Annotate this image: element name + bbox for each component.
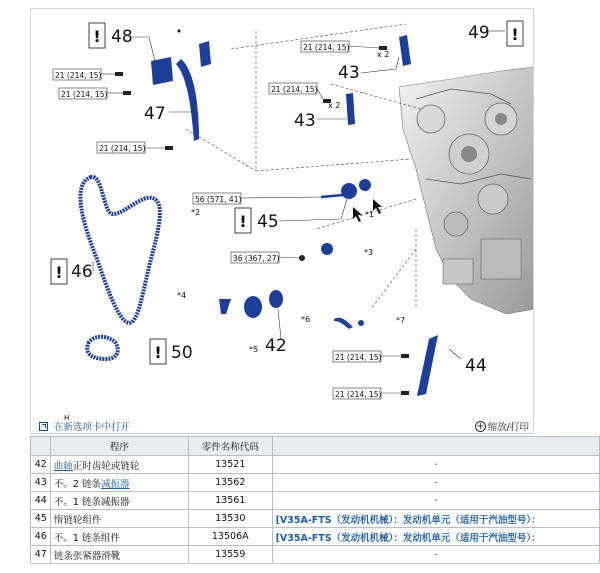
note-marker: *4 xyxy=(177,291,187,300)
warning-icon: ! xyxy=(55,263,63,282)
warning-icon: ! xyxy=(154,343,162,362)
new-tab-icon xyxy=(39,422,48,431)
row-reference-link[interactable]: [V35A-FTS（发动机机械）：发动机单元（适用于汽油型号）： xyxy=(272,528,599,546)
parts-table xyxy=(30,436,600,564)
callout-45: 45 xyxy=(257,212,279,232)
callout-50: 50 xyxy=(171,343,193,363)
torque-label: 21 (214, 15) xyxy=(271,85,318,94)
row-code: 13506A xyxy=(188,528,272,546)
row-name: 不。1 链条减振器 xyxy=(50,492,188,510)
table-row xyxy=(31,474,600,492)
table-row xyxy=(31,510,600,528)
zoom-print-button[interactable] xyxy=(475,419,529,433)
chain-tensioner-48 xyxy=(151,57,173,85)
table-row xyxy=(31,492,600,510)
figure-id-label: H xyxy=(64,414,70,422)
tensioner-slipper-47 xyxy=(176,59,199,141)
engine-block-image xyxy=(399,67,534,314)
callout-48: 48 xyxy=(111,27,133,47)
torque-label: 21 (214, 15) xyxy=(61,90,108,99)
chain-damper-43-lower xyxy=(346,93,355,125)
callout-44: 44 xyxy=(465,356,487,376)
callout-46: 46 xyxy=(71,262,93,282)
row-code: 13530 xyxy=(188,510,272,528)
header-extra xyxy=(272,437,599,456)
row-extra: - xyxy=(272,546,599,564)
exploded-diagram xyxy=(31,9,534,417)
table-row xyxy=(31,528,600,546)
callout-49: 49 xyxy=(468,23,490,43)
torque-label: 36 (367, 27) xyxy=(233,254,280,263)
idle-sprocket-45 xyxy=(341,183,357,199)
row-name xyxy=(50,474,188,492)
callout-42: 42 xyxy=(265,336,287,356)
term-link[interactable]: 曲轴 xyxy=(53,460,73,472)
row-code: 13521 xyxy=(188,456,272,474)
row-index: 46 xyxy=(31,528,51,546)
row-index: 45 xyxy=(31,510,51,528)
zoom-print-label: 缩放/打印 xyxy=(487,422,529,433)
torque-label: 56 (571, 41) xyxy=(195,195,242,204)
torque-label: 21 (214, 15) xyxy=(335,390,382,399)
row-code: 13562 xyxy=(188,474,272,492)
torque-label: 21 (214, 15) xyxy=(303,43,350,52)
qty-note: x 2 xyxy=(328,101,341,110)
row-code: 13561 xyxy=(188,492,272,510)
header-procedure: 程序 xyxy=(50,437,188,456)
row-index: 42 xyxy=(31,456,51,474)
callout-43-lower: 43 xyxy=(294,111,316,131)
header-part-code: 零件名称代码 xyxy=(188,437,272,456)
row-index: 43 xyxy=(31,474,51,492)
guide-lines xyxy=(186,24,421,309)
note-marker: *1 xyxy=(365,210,375,219)
row-extra: - xyxy=(272,492,599,510)
exploded-diagram-panel xyxy=(30,8,534,434)
chain-damper-43-upper xyxy=(399,35,411,66)
timing-chain-50 xyxy=(87,337,118,359)
torque-label: 21 (214, 15) xyxy=(335,353,382,362)
callout-47: 47 xyxy=(144,104,166,124)
zoom-plus-icon: + xyxy=(476,420,485,432)
row-extra: - xyxy=(272,456,599,474)
row-name: 惰链轮组件 xyxy=(50,510,188,528)
header-index xyxy=(31,437,51,456)
row-index: 47 xyxy=(31,546,51,564)
table-row xyxy=(31,456,600,474)
table-header-row xyxy=(31,437,600,456)
note-marker: *3 xyxy=(364,248,374,257)
row-name-text: 不。2 链条 xyxy=(53,478,101,490)
row-name xyxy=(50,456,188,474)
figure-toolbar xyxy=(31,417,533,434)
note-marker: *5 xyxy=(249,345,259,354)
warning-icon: ! xyxy=(93,27,101,46)
torque-label: 21 (214, 15) xyxy=(55,71,102,80)
warning-icon: ! xyxy=(511,25,519,44)
callout-43-upper: 43 xyxy=(338,63,360,83)
table-row xyxy=(31,546,600,564)
open-in-new-tab-label: 在新选项卡中打开 xyxy=(54,422,131,433)
torque-label: 21 (214, 15) xyxy=(99,144,146,153)
row-index: 44 xyxy=(31,492,51,510)
note-marker: *2 xyxy=(191,208,201,217)
row-name: 链条张紧器滑靴 xyxy=(50,546,188,564)
chain-damper-44 xyxy=(417,335,438,396)
row-reference-link[interactable]: [V35A-FTS（发动机机械）：发动机单元（适用于汽油型号）： xyxy=(272,510,599,528)
row-name: 不。1 链条组件 xyxy=(50,528,188,546)
qty-note: x 2 xyxy=(377,50,390,59)
row-code: 13559 xyxy=(188,546,272,564)
row-extra: - xyxy=(272,474,599,492)
row-name-text: 正时齿轮或链轮 xyxy=(72,460,140,472)
open-in-new-tab-link[interactable] xyxy=(39,419,130,433)
note-marker: *7 xyxy=(396,316,406,325)
note-marker: *6 xyxy=(301,315,311,324)
crankshaft-sprocket-42 xyxy=(244,296,262,318)
warning-icon: ! xyxy=(239,212,247,231)
term-link[interactable]: 减振器 xyxy=(100,478,130,490)
timing-chain-46 xyxy=(80,177,159,323)
